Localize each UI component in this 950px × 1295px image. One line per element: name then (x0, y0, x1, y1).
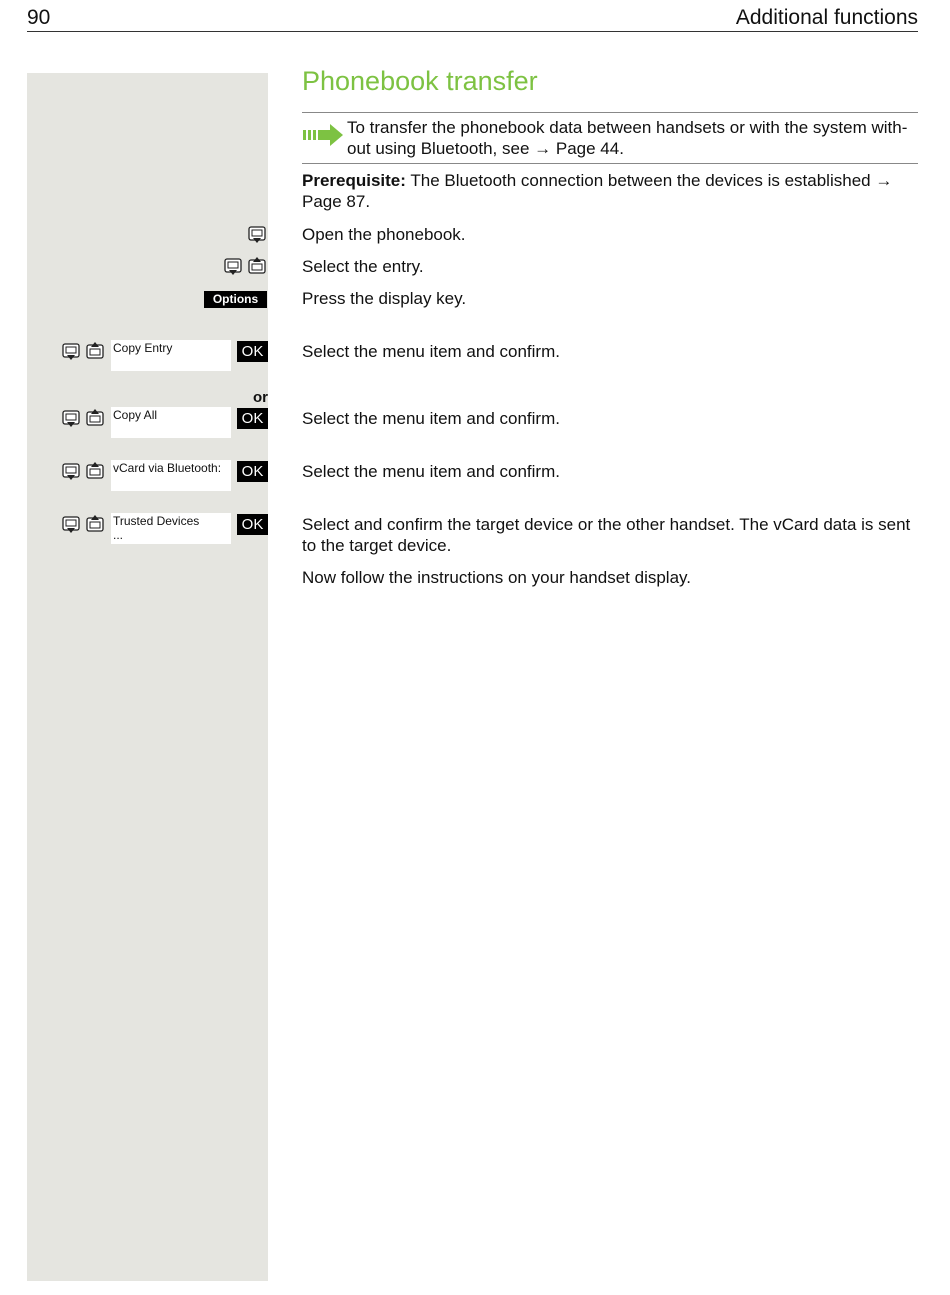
step-open-phonebook: Open the phonebook. (302, 225, 466, 244)
step-select-target: Select and confirm the target device or the other handset. The vCard data is sent to the target device. (302, 515, 911, 555)
arrow-note-icon (302, 122, 344, 148)
section-title: Additional functions (735, 6, 918, 29)
trusted-devices-more: ... (113, 528, 124, 542)
ok-button[interactable]: OK (237, 408, 268, 429)
nav-down-icon (224, 258, 242, 276)
page-header (27, 4, 918, 32)
step-menu-vcard: Select the menu item and confirm. (302, 462, 560, 481)
or-label: or (253, 389, 268, 406)
nav-down-icon (62, 516, 80, 534)
step-select-entry: Select the entry. (302, 257, 424, 276)
page-number: 90 (27, 6, 51, 29)
nav-up-icon (86, 461, 104, 479)
options-display-key[interactable]: Options (204, 291, 267, 308)
trusted-devices-label: Trusted Devices (113, 514, 200, 528)
step-menu-copy-all: Select the menu item and confirm. (302, 409, 560, 428)
nav-up-icon (86, 514, 104, 532)
nav-down-icon (62, 463, 80, 481)
menu-item-vcard-bluetooth[interactable]: vCard via Bluetooth: (111, 460, 231, 491)
nav-up-icon (86, 341, 104, 359)
nav-down-icon (62, 343, 80, 361)
ok-button[interactable]: OK (237, 341, 268, 362)
step-follow-instructions: Now follow the instructions on your handset display. (302, 568, 691, 587)
menu-item-copy-all[interactable]: Copy All (111, 407, 231, 438)
ok-button[interactable]: OK (237, 514, 268, 535)
page-title: Phonebook transfer (302, 66, 538, 96)
nav-up-icon (86, 408, 104, 426)
menu-item-trusted-devices[interactable] (111, 513, 231, 544)
ok-button[interactable]: OK (237, 461, 268, 482)
nav-down-icon (62, 410, 80, 428)
nav-down-icon (248, 226, 266, 244)
prerequisite-label: Prerequisite: (302, 171, 406, 190)
prerequisite-text (302, 170, 918, 212)
info-note (302, 112, 918, 164)
menu-item-copy-entry[interactable]: Copy Entry (111, 340, 231, 371)
nav-up-icon (248, 256, 266, 274)
note-text: To transfer the phonebook data between handsets or with the system with- out using Bluetooth, see → Page 44. (347, 118, 908, 158)
instruction-sidebar (27, 73, 268, 1281)
prerequisite-body: The Bluetooth connection between the devices is established → Page 87. (302, 171, 893, 211)
step-menu-copy-entry: Select the menu item and confirm. (302, 342, 560, 361)
step-press-key: Press the display key. (302, 289, 467, 308)
